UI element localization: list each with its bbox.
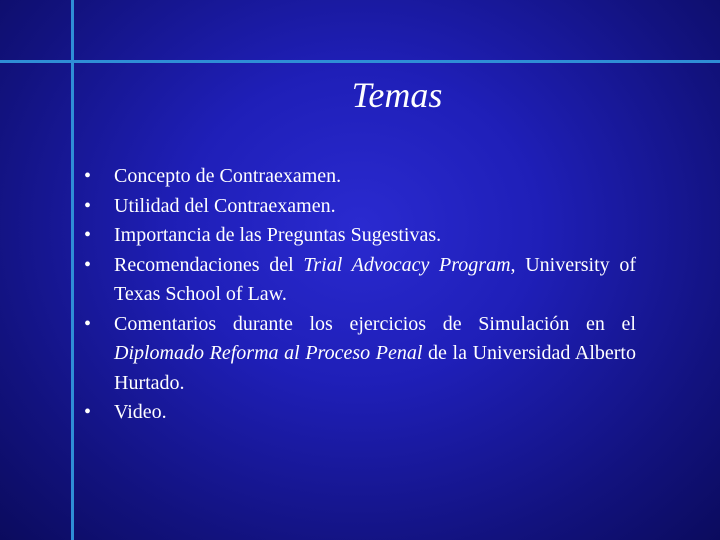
- bullet-text-before: Recomendaciones del: [114, 253, 304, 276]
- list-item: [84, 398, 636, 428]
- bullet-text: Concepto de Contraexamen.: [114, 165, 342, 187]
- bullet-text-after: de la Universidad Alberto Hurtado.: [114, 342, 636, 394]
- list-item: [84, 162, 636, 192]
- list-item: [84, 192, 636, 222]
- list-item: [84, 221, 636, 251]
- bullet-text-after: , University of Texas School of Law.: [114, 253, 637, 305]
- bullet-text-before: Comentarios durante los ejercicios de Simulación en el: [114, 312, 636, 335]
- topic-list: [84, 162, 636, 428]
- bullet-text-emphasis: Diplomado Reforma al Proceso Penal: [114, 342, 423, 364]
- slide-title: Temas: [351, 75, 443, 115]
- bullet-text-emphasis: Trial Advocacy Program: [303, 253, 511, 276]
- list-item: [84, 310, 636, 399]
- bullet-text: Video.: [114, 401, 167, 423]
- bullet-text: Importancia de las Preguntas Sugestivas.: [114, 224, 442, 246]
- horizontal-divider-line: [0, 60, 720, 63]
- list-item: [84, 251, 636, 310]
- bullet-text: Utilidad del Contraexamen.: [114, 194, 336, 217]
